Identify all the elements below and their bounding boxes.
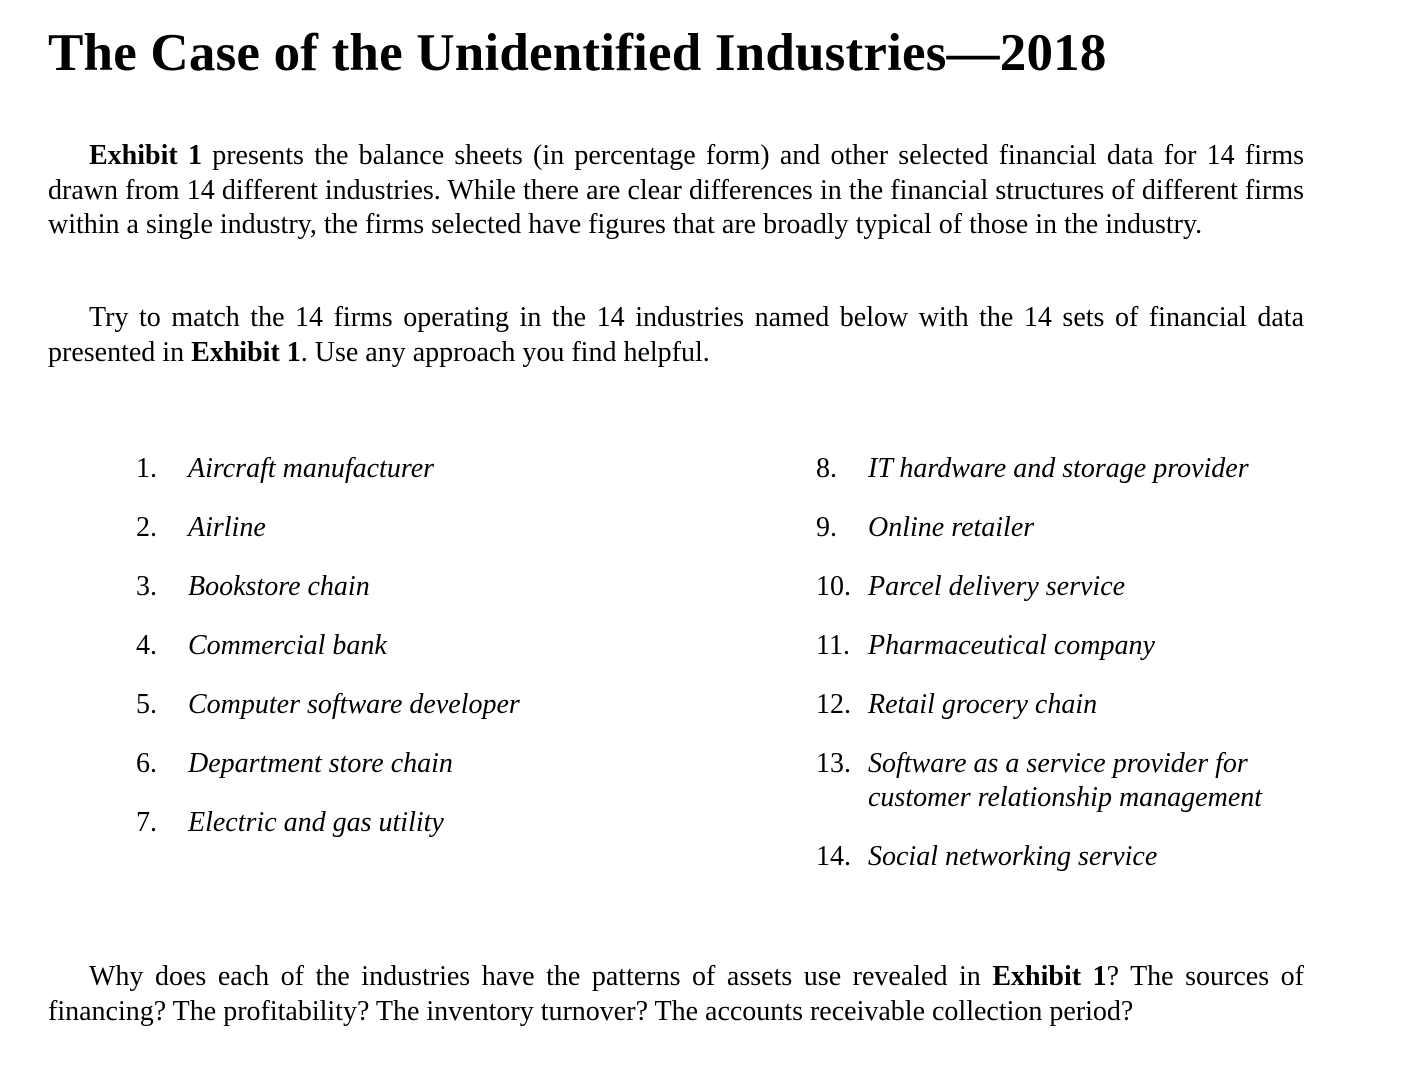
list-item xyxy=(136,452,696,486)
exhibit-reference: Exhibit 1 xyxy=(992,961,1107,992)
exhibit-reference: Exhibit 1 xyxy=(191,336,301,368)
instructions-paragraph xyxy=(48,301,1304,370)
industry-name: Pharmaceutical company xyxy=(868,630,1155,661)
industry-name: Social networking service xyxy=(868,841,1158,872)
closing-text-start: Why does each of the industries have the patterns of assets use revealed in xyxy=(89,961,993,992)
industry-name: Department store chain xyxy=(188,748,453,779)
item-number: 2. xyxy=(136,512,157,543)
list-item xyxy=(816,747,1296,815)
industry-list-left xyxy=(136,452,696,865)
industry-name: Commercial bank xyxy=(188,630,387,661)
item-number: 13. xyxy=(816,748,851,779)
list-item xyxy=(816,570,1296,604)
intro-paragraph xyxy=(48,139,1304,243)
list-item xyxy=(136,511,696,545)
item-number: 8. xyxy=(816,453,837,484)
exhibit-reference: Exhibit 1 xyxy=(89,140,202,171)
list-item xyxy=(816,840,1296,874)
industry-name: IT hardware and storage provider xyxy=(868,453,1249,484)
item-number: 10. xyxy=(816,571,851,602)
item-number: 4. xyxy=(136,630,157,661)
item-number: 7. xyxy=(136,807,157,838)
list-item xyxy=(136,629,696,663)
item-number: 1. xyxy=(136,453,157,484)
industry-name: Parcel delivery service xyxy=(868,571,1126,602)
industry-name: Aircraft manufacturer xyxy=(188,453,435,484)
industry-list-right xyxy=(816,452,1296,899)
list-item xyxy=(816,629,1296,663)
industry-name: Electric and gas utility xyxy=(188,807,444,838)
industry-name: Software as a service provider for customer relationship management xyxy=(868,748,1263,813)
list-item xyxy=(816,511,1296,545)
industry-name: Airline xyxy=(188,512,266,543)
item-number: 12. xyxy=(816,689,851,720)
list-item xyxy=(816,688,1296,722)
list-item xyxy=(136,747,696,781)
closing-text-end: ? The sources of financing? The profitability? The inventory turnover? The accounts receivable collection period? xyxy=(48,961,1304,1027)
list-item xyxy=(136,806,696,840)
item-number: 9. xyxy=(816,512,837,543)
item-number: 6. xyxy=(136,748,157,779)
list-item xyxy=(816,452,1296,486)
intro-paragraph-text: presents the balance sheets (in percentage form) and other selected financial data for 14 firms drawn from 14 different industries. While there are clear differences in the financial structures of different firms within a single industry, the firms selected have figures that are broadly typical of those in the industry. xyxy=(48,140,1305,240)
item-number: 5. xyxy=(136,689,157,720)
instructions-text-start: Try to match the 14 firms operating in the 14 industries named below with the 14 sets of financial data presented in xyxy=(48,302,1304,368)
industry-name: Retail grocery chain xyxy=(868,689,1098,720)
closing-paragraph xyxy=(48,960,1304,1029)
industry-name: Computer software developer xyxy=(188,689,520,720)
page-title: The Case of the Unidentified Industries—2018 xyxy=(48,24,1107,82)
item-number: 11. xyxy=(816,630,850,661)
list-item xyxy=(136,688,696,722)
industry-name: Bookstore chain xyxy=(188,571,370,602)
list-item xyxy=(136,570,696,604)
industry-name: Online retailer xyxy=(868,512,1035,543)
item-number: 14. xyxy=(816,841,851,872)
item-number: 3. xyxy=(136,571,157,602)
instructions-text-end: . Use any approach you find helpful. xyxy=(300,336,710,368)
